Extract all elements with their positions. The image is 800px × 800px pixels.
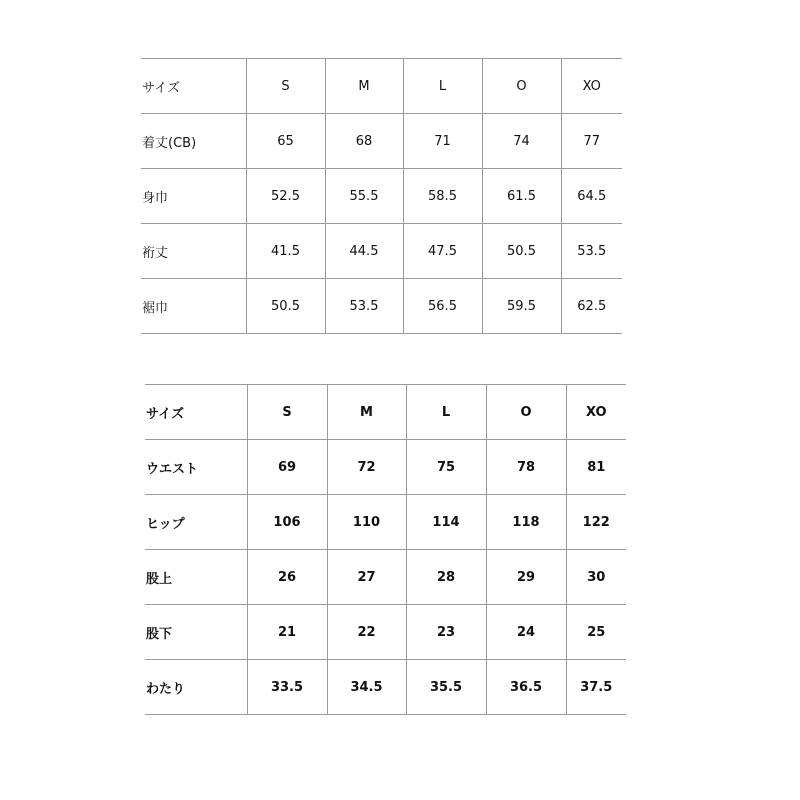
row-label: 着丈(CB) xyxy=(141,114,246,169)
table-cell: 27 xyxy=(327,550,406,605)
table-cell: 74 xyxy=(482,114,561,169)
row-label: ウエスト xyxy=(145,440,247,495)
table-cell: 22 xyxy=(327,605,406,660)
header-cell: M xyxy=(327,385,406,440)
bottom-size-table xyxy=(145,384,626,715)
table-cell: 69 xyxy=(247,440,327,495)
table-cell: 61.5 xyxy=(482,169,561,224)
header-cell: O xyxy=(482,59,561,114)
table-cell: 58.5 xyxy=(403,169,482,224)
table-cell: 68 xyxy=(325,114,403,169)
table-cell: 62.5 xyxy=(561,279,622,334)
header-cell: L xyxy=(403,59,482,114)
table-cell: 50.5 xyxy=(482,224,561,279)
table-cell: 110 xyxy=(327,495,406,550)
table-row xyxy=(145,440,626,495)
table-cell: 37.5 xyxy=(566,660,626,715)
header-cell: XO xyxy=(561,59,622,114)
table-cell: 44.5 xyxy=(325,224,403,279)
table-row xyxy=(141,279,622,334)
row-label: 股上 xyxy=(145,550,247,605)
header-cell: サイズ xyxy=(141,59,246,114)
table-cell: 52.5 xyxy=(246,169,325,224)
table-cell: 47.5 xyxy=(403,224,482,279)
table-cell: 122 xyxy=(566,495,626,550)
header-cell: L xyxy=(406,385,486,440)
table-cell: 72 xyxy=(327,440,406,495)
table-row xyxy=(141,114,622,169)
table-cell: 77 xyxy=(561,114,622,169)
table-row xyxy=(145,660,626,715)
row-label: 股下 xyxy=(145,605,247,660)
table-row xyxy=(141,169,622,224)
table-cell: 50.5 xyxy=(246,279,325,334)
table-cell: 36.5 xyxy=(486,660,566,715)
table-cell: 35.5 xyxy=(406,660,486,715)
header-cell: S xyxy=(247,385,327,440)
table-cell: 53.5 xyxy=(325,279,403,334)
table-cell: 114 xyxy=(406,495,486,550)
table-header-row xyxy=(141,59,622,114)
table-row xyxy=(145,550,626,605)
table-cell: 75 xyxy=(406,440,486,495)
row-label: わたり xyxy=(145,660,247,715)
table-cell: 59.5 xyxy=(482,279,561,334)
header-cell: XO xyxy=(566,385,626,440)
table-row xyxy=(145,495,626,550)
header-cell: M xyxy=(325,59,403,114)
row-label: ヒップ xyxy=(145,495,247,550)
table-cell: 118 xyxy=(486,495,566,550)
table-cell: 26 xyxy=(247,550,327,605)
table-header-row xyxy=(145,385,626,440)
table-row xyxy=(141,224,622,279)
table-cell: 21 xyxy=(247,605,327,660)
header-cell: O xyxy=(486,385,566,440)
table-cell: 23 xyxy=(406,605,486,660)
table-cell: 106 xyxy=(247,495,327,550)
table-cell: 55.5 xyxy=(325,169,403,224)
table-cell: 78 xyxy=(486,440,566,495)
table-cell: 81 xyxy=(566,440,626,495)
header-cell: S xyxy=(246,59,325,114)
table-row xyxy=(145,605,626,660)
table-cell: 29 xyxy=(486,550,566,605)
row-label: 身巾 xyxy=(141,169,246,224)
table-cell: 71 xyxy=(403,114,482,169)
table-cell: 64.5 xyxy=(561,169,622,224)
table-cell: 30 xyxy=(566,550,626,605)
table-cell: 65 xyxy=(246,114,325,169)
row-label: 裄丈 xyxy=(141,224,246,279)
row-label: 裾巾 xyxy=(141,279,246,334)
table-cell: 34.5 xyxy=(327,660,406,715)
table-cell: 28 xyxy=(406,550,486,605)
table-cell: 53.5 xyxy=(561,224,622,279)
header-cell: サイズ xyxy=(145,385,247,440)
top-size-table xyxy=(141,58,622,334)
table-cell: 25 xyxy=(566,605,626,660)
table-cell: 24 xyxy=(486,605,566,660)
table-cell: 56.5 xyxy=(403,279,482,334)
table-cell: 33.5 xyxy=(247,660,327,715)
table-cell: 41.5 xyxy=(246,224,325,279)
